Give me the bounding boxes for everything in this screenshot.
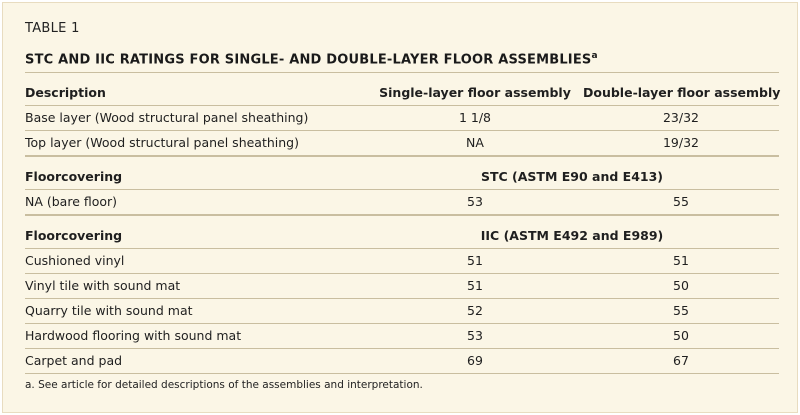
footnote: a. See article for detailed descriptions of the assemblies and interpretation. (25, 379, 423, 391)
row-label: Quarry tile with sound mat (25, 303, 193, 318)
row-label: Carpet and pad (25, 353, 123, 368)
header-row-stc (25, 165, 779, 189)
row-label: Cushioned vinyl (25, 253, 125, 268)
header-single-layer: Single-layer floor assembly (379, 85, 571, 100)
row-double-value: 51 (673, 253, 689, 268)
row-double-value: 50 (673, 278, 689, 293)
table-row (25, 324, 779, 348)
header-floorcovering: Floorcovering (25, 228, 123, 243)
row-label: Vinyl tile with sound mat (25, 278, 181, 293)
row-single-value: 69 (467, 353, 483, 368)
title-footnote-marker: a (591, 51, 598, 61)
section-divider (25, 214, 779, 216)
row-double-value: 19/32 (662, 135, 700, 150)
row-label: Base layer (Wood structural panel sheathing) (25, 110, 309, 125)
table-row (25, 131, 779, 155)
title-rule (25, 72, 779, 73)
header-stc: STC (ASTM E90 and E413) (480, 169, 664, 184)
row-label: Top layer (Wood structural panel sheathing) (25, 135, 299, 150)
row-single-value: 52 (467, 303, 483, 318)
table-row (25, 190, 779, 214)
header-row-iic (25, 224, 779, 248)
table-title-text: STC AND IIC RATINGS FOR SINGLE- AND DOUBLE-LAYER FLOOR ASSEMBLIES (25, 52, 592, 68)
table-label: TABLE 1 (25, 21, 80, 36)
row-label: Hardwood flooring with sound mat (25, 328, 242, 343)
row-double-value: 23/32 (662, 110, 700, 125)
row-single-value: 51 (467, 253, 483, 268)
row-double-value: 50 (673, 328, 689, 343)
header-row-description (25, 81, 779, 105)
header-description: Description (25, 85, 106, 100)
table-title (25, 51, 598, 67)
table-panel (2, 2, 798, 413)
row-single-value: 51 (467, 278, 483, 293)
row-double-value: 67 (673, 353, 689, 368)
header-double-layer: Double-layer floor assembly (583, 85, 781, 100)
table-row (25, 106, 779, 130)
table-row (25, 349, 779, 373)
row-label: NA (bare floor) (25, 194, 118, 209)
table-row (25, 299, 779, 323)
header-floorcovering: Floorcovering (25, 169, 123, 184)
row-single-value: NA (466, 135, 484, 150)
row-double-value: 55 (673, 194, 689, 209)
table-row (25, 249, 779, 273)
row-single-value: 53 (467, 194, 483, 209)
row-single-value: 53 (467, 328, 483, 343)
header-iic: IIC (ASTM E492 and E989) (480, 228, 664, 243)
table-bottom-rule (25, 373, 779, 374)
row-single-value: 1 1/8 (458, 110, 492, 125)
row-double-value: 55 (673, 303, 689, 318)
table-row (25, 274, 779, 298)
section-divider (25, 155, 779, 157)
